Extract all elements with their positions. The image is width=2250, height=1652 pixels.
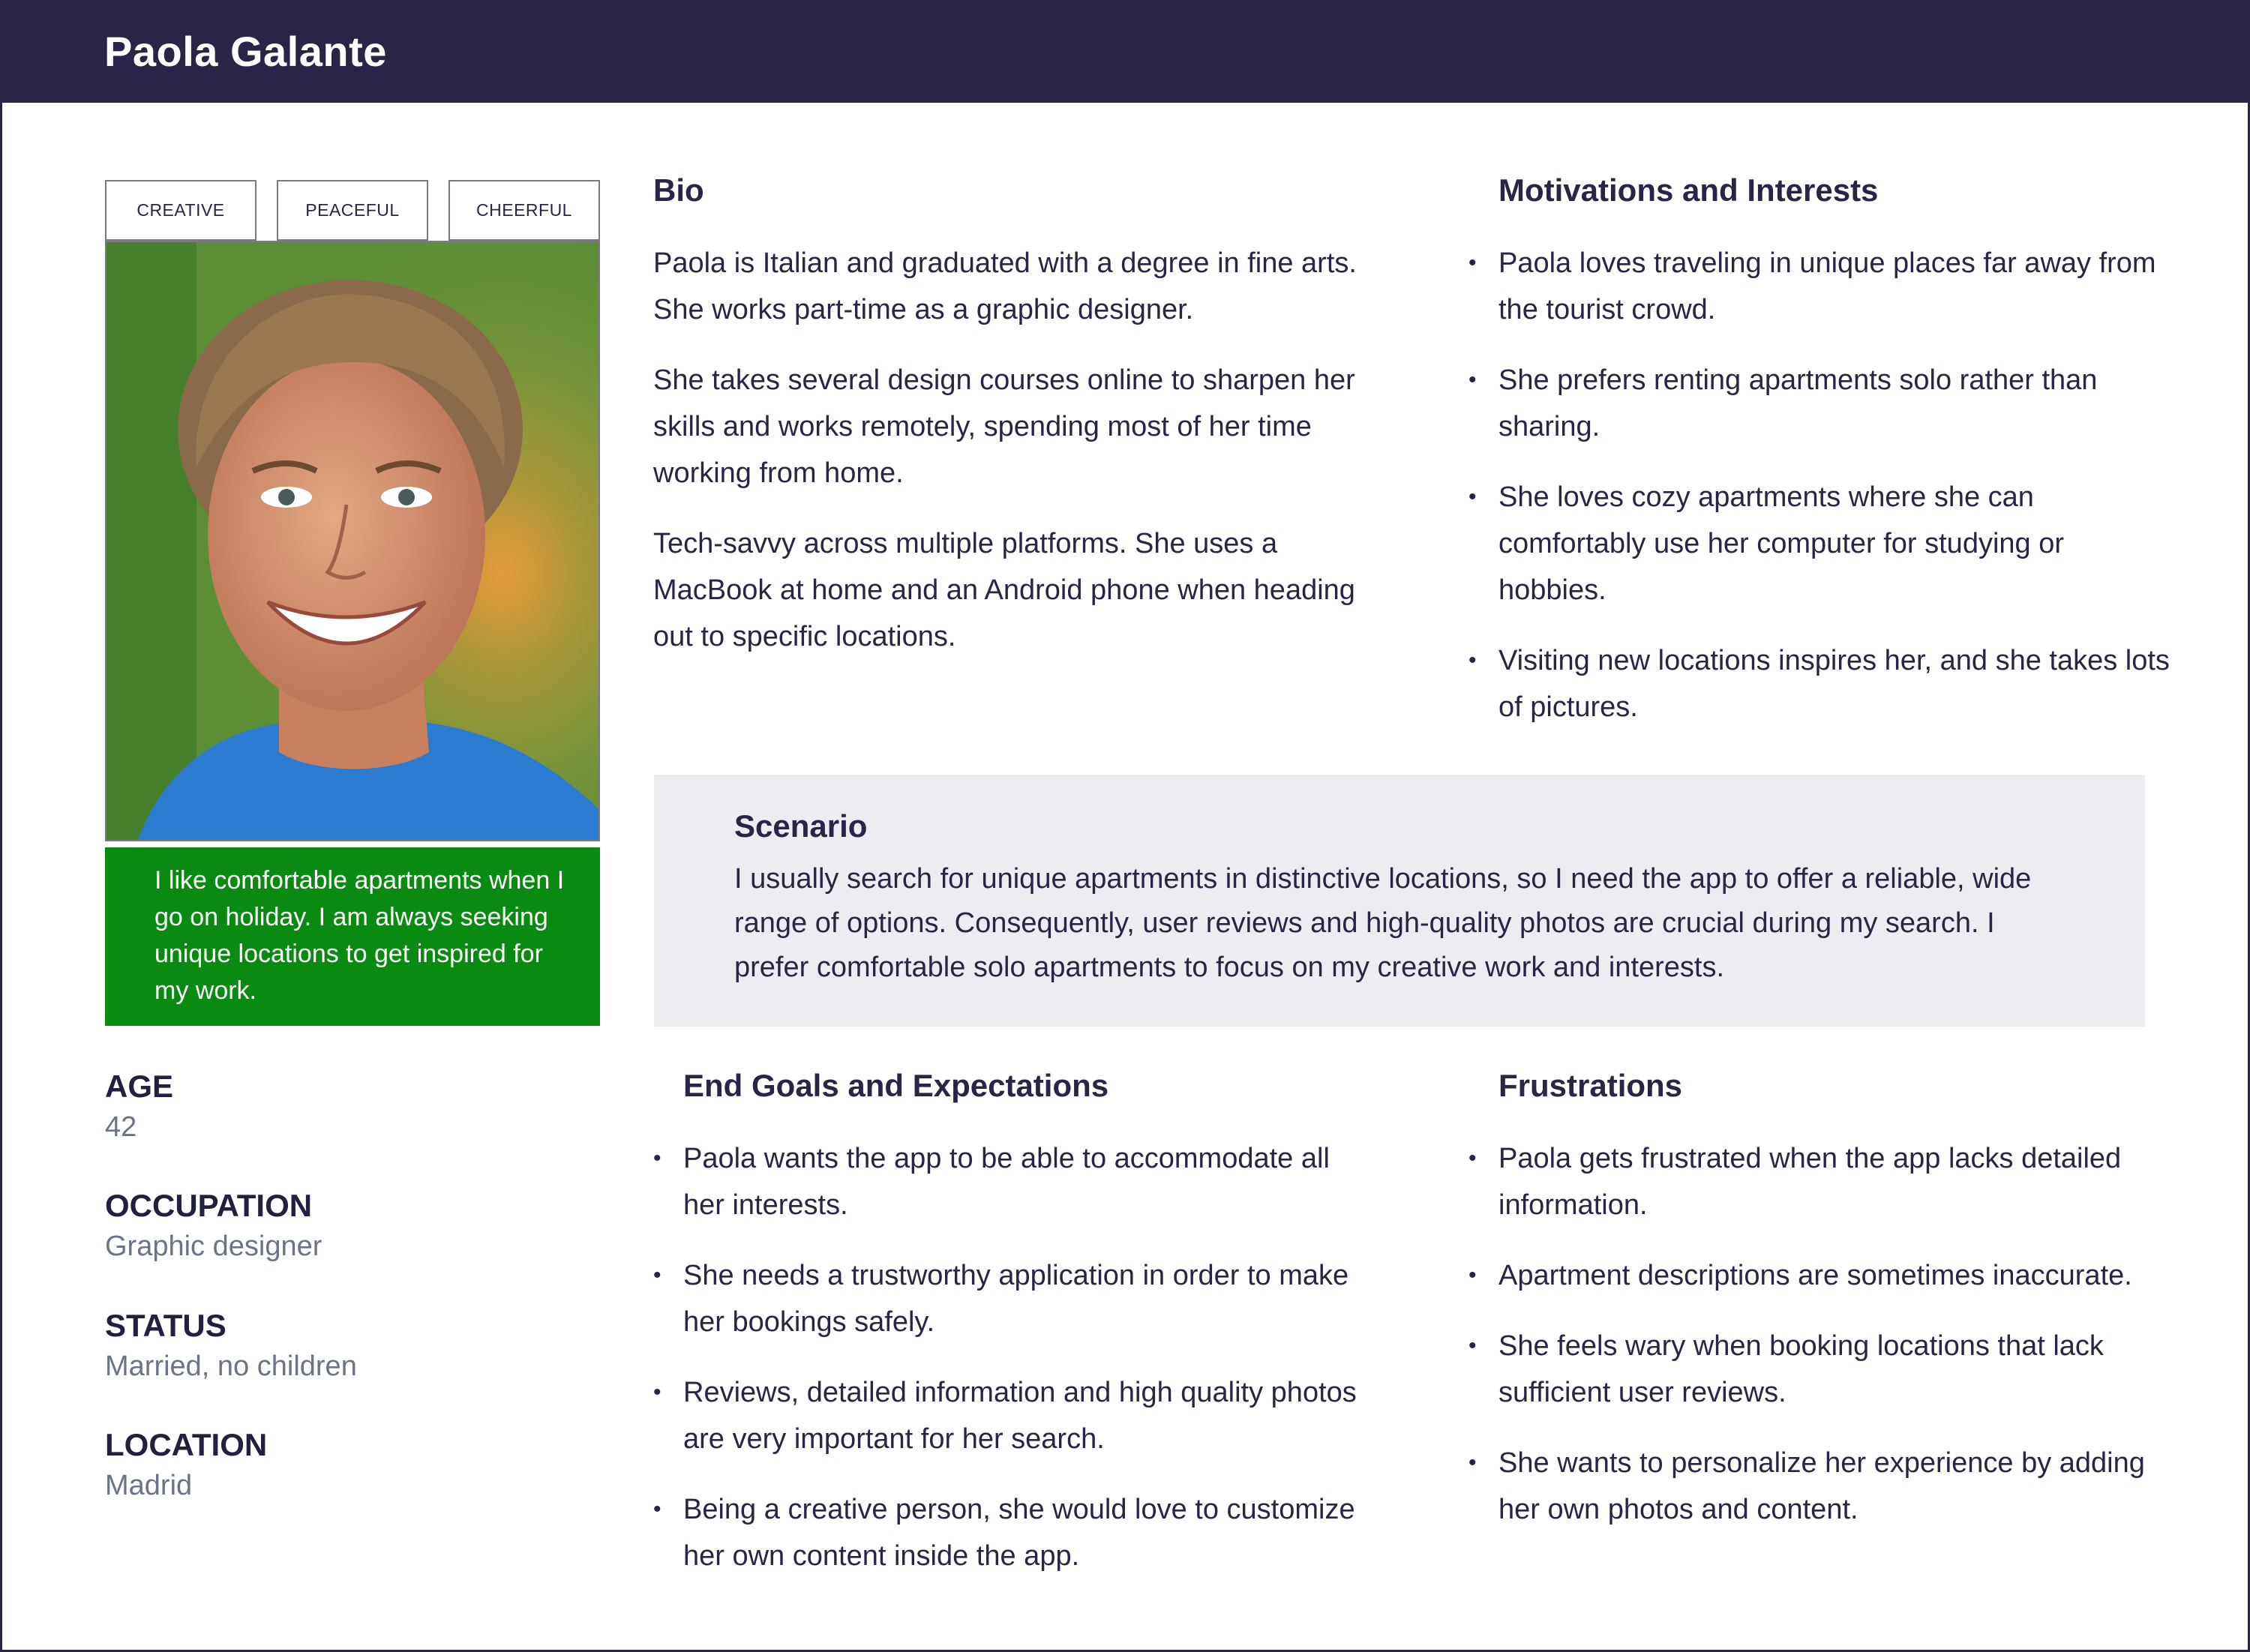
frustrations-heading: Frustrations [1498, 1068, 1683, 1103]
bio-paragraph: Paola is Italian and graduated with a degree in fine arts. She works part-time as a graphic designer. [653, 247, 1357, 325]
stat-value-occupation: Graphic designer [105, 1231, 322, 1262]
list-item: • She wants to personalize her experience by adding her own photos and content. [1498, 1440, 2174, 1533]
motivations-list [1498, 240, 2174, 754]
list-item: • Apartment descriptions are sometimes inaccurate. [1498, 1252, 2174, 1299]
frustrations-list [1498, 1135, 2174, 1557]
persona-photo [105, 241, 600, 841]
list-item: • Paola wants the app to be able to accommodate all her interests. [683, 1135, 1358, 1228]
stat-value-age: 42 [105, 1111, 137, 1143]
scenario-heading: Scenario [734, 808, 868, 844]
persona-quote [105, 847, 600, 1026]
bio-paragraph: She takes several design courses online to sharpen her skills and works remotely, spending most of her time working from home. [653, 364, 1355, 489]
persona-name: Paola Galante [104, 28, 387, 75]
list-item: • She loves cozy apartments where she can comfortably use her computer for studying or hobbies. [1498, 474, 2174, 613]
trait-tag-creative: CREATIVE [105, 180, 256, 241]
header-bar [0, 0, 2250, 103]
list-item: • Paola gets frustrated when the app lacks detailed information. [1498, 1135, 2174, 1228]
bio-text [653, 240, 1366, 684]
stat-label-age: AGE [105, 1069, 174, 1104]
bio-paragraph: Tech-savvy across multiple platforms. She uses a MacBook at home and an Android phone when heading out to specific locations. [653, 528, 1355, 652]
stat-label-status: STATUS [105, 1308, 226, 1343]
stat-label-occupation: OCCUPATION [105, 1188, 313, 1223]
goals-heading: End Goals and Expectations [683, 1068, 1109, 1103]
list-item: • She feels wary when booking locations that lack sufficient user reviews. [1498, 1323, 2174, 1416]
stat-value-location: Madrid [105, 1470, 193, 1501]
motivations-heading: Motivations and Interests [1498, 172, 1879, 208]
list-item: • Visiting new locations inspires her, and she takes lots of pictures. [1498, 637, 2174, 730]
trait-tag-cheerful: CHEERFUL [448, 180, 600, 241]
stat-label-location: LOCATION [105, 1427, 268, 1462]
scenario-box [654, 775, 2145, 1027]
list-item: • She needs a trustworthy application in order to make her bookings safely. [683, 1252, 1358, 1345]
trait-tag-peaceful: PEACEFUL [277, 180, 428, 241]
quote-text: I like comfortable apartments when I go on holiday. I am always seeking unique locations to get inspired for my work. [154, 866, 565, 1005]
goals-list [683, 1135, 1358, 1603]
stat-value-status: Married, no children [105, 1351, 357, 1382]
list-item: • Paola loves traveling in unique places far away from the tourist crowd. [1498, 240, 2174, 333]
list-item: • She prefers renting apartments solo rather than sharing. [1498, 357, 2174, 450]
bio-heading: Bio [653, 172, 704, 208]
list-item: • Reviews, detailed information and high quality photos are very important for her search. [683, 1369, 1358, 1462]
list-item: • Being a creative person, she would love to customize her own content inside the app. [683, 1486, 1358, 1579]
scenario-text: I usually search for unique apartments in distinctive locations, so I need the app to offer a reliable, wide range of options. Consequently, user reviews and high-quality photos are crucial during my search. I prefer comfortable solo apartments to focus on my creative work and interests. [734, 863, 2032, 983]
